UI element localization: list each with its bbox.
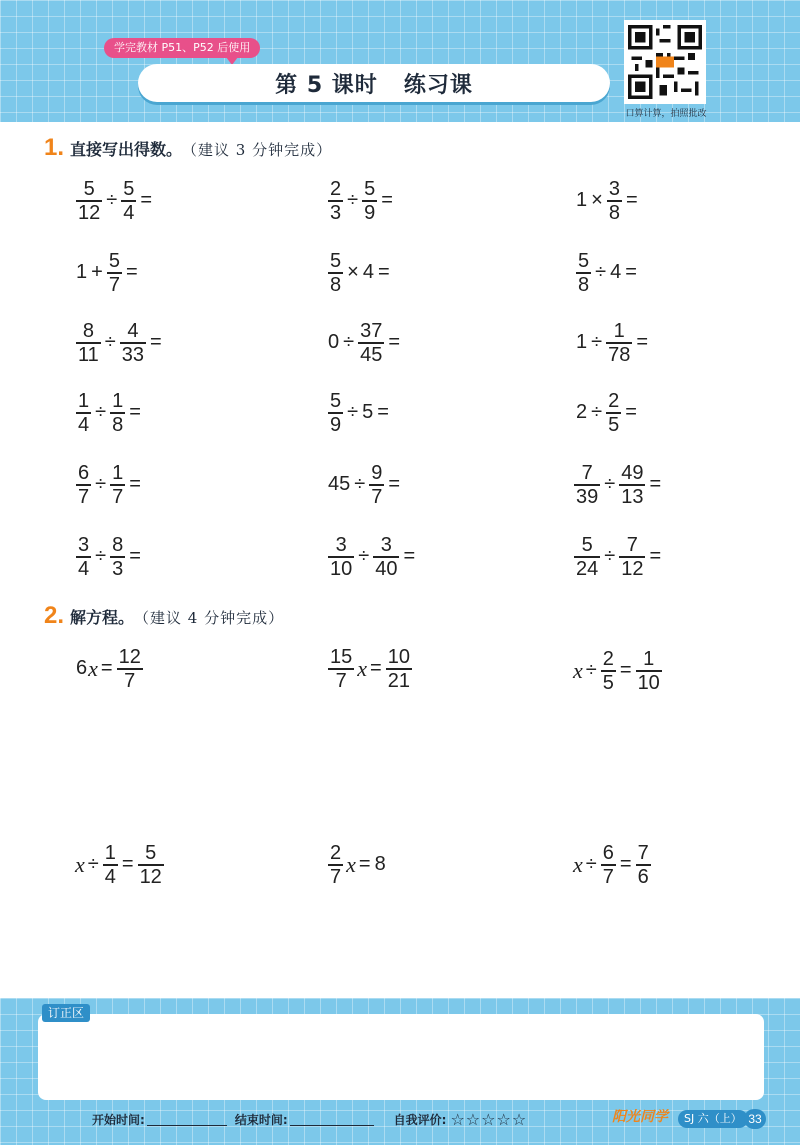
problem-r4c3: 2 ÷ $\frac{2}{5}$ = bbox=[576, 390, 637, 436]
usage-tag: 学完教材 P51、P52 后使用 bbox=[104, 38, 260, 58]
section-1-title bbox=[44, 134, 332, 162]
problem-r1c2: $\frac{2}{3}$ ÷ $\frac{5}{9}$ = bbox=[330, 178, 393, 224]
section-1-hint: （建议 3 分钟完成） bbox=[182, 141, 333, 159]
equation-5: $\frac{2}{7}$ x = 8 bbox=[330, 842, 386, 888]
footer-info bbox=[92, 1108, 527, 1130]
grade-tag: SJ 六（上） bbox=[678, 1110, 748, 1128]
problem-r6c3: $\frac{5}{24}$ ÷ $\frac{7}{12}$ = bbox=[576, 534, 662, 580]
brand-logo: 阳光同学 bbox=[612, 1109, 668, 1125]
qr-caption: 口算计算，拍照批改 bbox=[625, 109, 707, 119]
rating-stars[interactable]: ☆☆☆☆☆ bbox=[450, 1109, 528, 1129]
qr-code-icon[interactable] bbox=[624, 20, 706, 104]
problem-r3c1: $\frac{8}{11}$ ÷ $\frac{4}{33}$ = bbox=[78, 320, 162, 366]
section-2-number: 2. bbox=[44, 602, 65, 629]
problem-r5c3: $\frac{7}{39}$ ÷ $\frac{49}{13}$ = bbox=[576, 462, 662, 508]
lesson-title: 练习课 bbox=[403, 72, 473, 98]
equation-3: x ÷ $\frac{2}{5}$ = $\frac{1}{10}$ bbox=[573, 648, 660, 694]
start-time-label: 开始时间: bbox=[92, 1112, 145, 1127]
section-2-hint: （建议 4 分钟完成） bbox=[134, 609, 285, 627]
end-time-label: 结束时间: bbox=[234, 1112, 288, 1127]
start-time-field[interactable] bbox=[147, 1112, 227, 1126]
problem-r6c2: $\frac{3}{10}$ ÷ $\frac{3}{40}$ = bbox=[330, 534, 416, 580]
problem-r4c1: $\frac{1}{4}$ ÷ $\frac{1}{8}$ = bbox=[78, 390, 141, 436]
self-eval-label: 自我评价: bbox=[393, 1112, 447, 1127]
problem-r2c3: $\frac{5}{8}$ ÷ 4 = bbox=[578, 250, 637, 296]
problem-r3c3: 1 ÷ $\frac{1}{78}$ = bbox=[576, 320, 649, 366]
problem-r6c1: $\frac{3}{4}$ ÷ $\frac{8}{3}$ = bbox=[78, 534, 141, 580]
section-1-number: 1. bbox=[44, 134, 65, 161]
equation-2: $\frac{15}{7}$ x = $\frac{10}{21}$ bbox=[330, 646, 410, 692]
problem-r4c2: $\frac{5}{9}$ ÷ 5 = bbox=[330, 390, 389, 436]
correction-area[interactable] bbox=[38, 1014, 764, 1100]
page-title bbox=[138, 64, 610, 102]
section-2-title bbox=[44, 602, 284, 630]
page-number: 33 bbox=[744, 1109, 766, 1129]
equation-4: x ÷ $\frac{1}{4}$ = $\frac{5}{12}$ bbox=[75, 842, 162, 888]
problem-r5c1: $\frac{6}{7}$ ÷ $\frac{1}{7}$ = bbox=[78, 462, 141, 508]
problem-r1c3: 1 × $\frac{3}{8}$ = bbox=[576, 178, 638, 224]
problem-r1c1: $\frac{5}{12}$ ÷ $\frac{5}{4}$ = bbox=[78, 178, 153, 224]
section-2-heading: 解方程。 bbox=[70, 608, 135, 627]
problem-r3c2: 0 ÷ $\frac{37}{45}$ = bbox=[328, 320, 401, 366]
problem-r2c1: 1 + $\frac{5}{7}$ = bbox=[76, 250, 138, 296]
problem-r2c2: $\frac{5}{8}$ × 4 = bbox=[330, 250, 390, 296]
lesson-number: 第 5 课时 bbox=[275, 72, 378, 98]
equation-1: 6 x = $\frac{12}{7}$ bbox=[76, 646, 141, 692]
correction-label: 订正区 bbox=[42, 1004, 90, 1022]
problem-r5c2: 45 ÷ $\frac{9}{7}$ = bbox=[328, 462, 401, 508]
end-time-field[interactable] bbox=[290, 1112, 374, 1126]
equation-6: x ÷ $\frac{6}{7}$ = $\frac{7}{6}$ bbox=[573, 842, 649, 888]
section-1-heading: 直接写出得数。 bbox=[70, 140, 183, 159]
